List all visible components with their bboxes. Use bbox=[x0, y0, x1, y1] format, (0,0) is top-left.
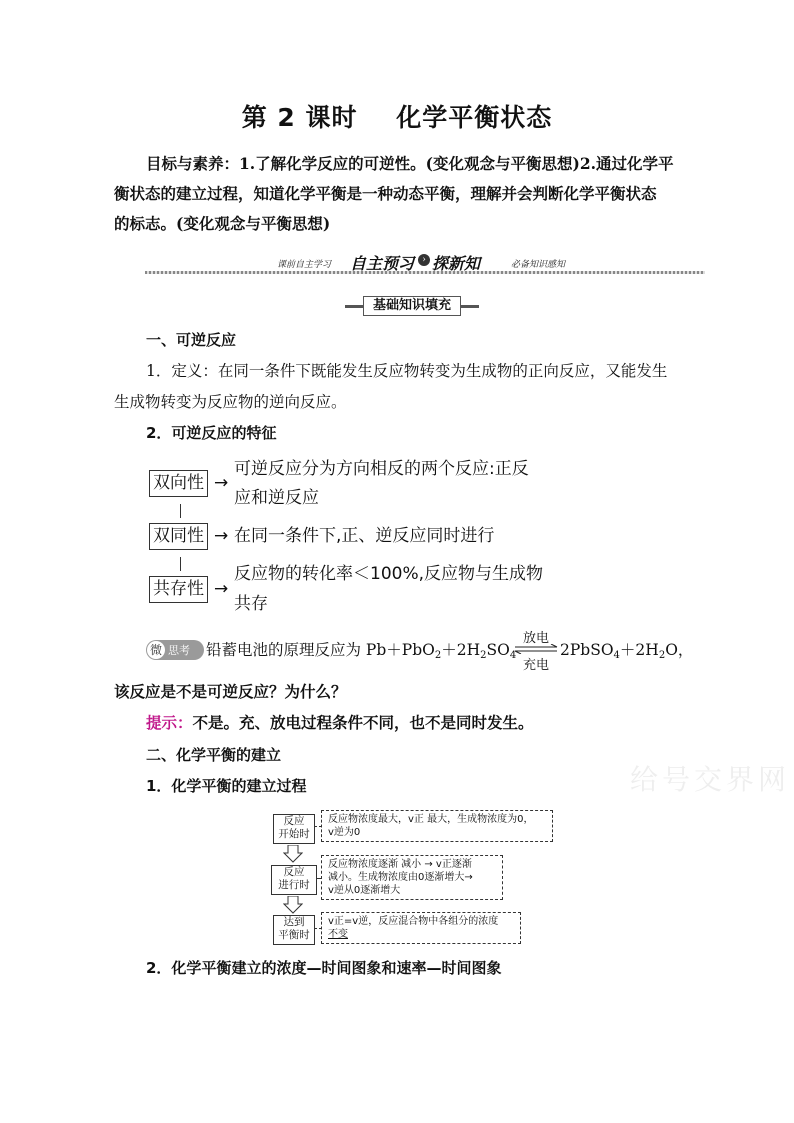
equation-part-3: SO bbox=[486, 641, 510, 659]
arrow-over-label: 放电 bbox=[522, 631, 549, 646]
stage-start-line-1: 反应 bbox=[283, 815, 305, 827]
page-title: 第 2 课时 化学平衡状态 bbox=[241, 103, 553, 132]
product-part-2: ＋2H bbox=[619, 641, 659, 659]
think-badge-icon: 微 bbox=[147, 641, 165, 659]
feature-arrow-2: → bbox=[214, 526, 229, 546]
feature-box-3: 共存性 bbox=[149, 576, 208, 603]
tag-bar-right bbox=[459, 305, 479, 308]
banner-main-2: 探新知 bbox=[432, 254, 481, 273]
stage-progress-desc-1: 反应物浓度逐渐 减小 → v正逐渐 bbox=[328, 859, 472, 870]
stage-equilibrium-line-1: 达到 bbox=[283, 916, 305, 928]
feature-text-2: 在同一条件下,正、逆反应同时进行 bbox=[234, 526, 495, 546]
stage-box-equilibrium bbox=[273, 915, 315, 945]
stage-equilibrium-line-2: 平衡时 bbox=[278, 929, 310, 941]
objectives-line-3: 的标志。(变化观念与平衡思想) bbox=[114, 214, 331, 233]
banner-main-1: 自主预习 bbox=[350, 254, 415, 273]
features-heading: 2．可逆反应的特征 bbox=[146, 424, 277, 442]
hint-line bbox=[146, 712, 534, 734]
tag-bar-left bbox=[345, 305, 365, 308]
equation-sub-2: 2 bbox=[480, 650, 487, 661]
section-1-heading: 一、可逆反应 bbox=[146, 331, 237, 349]
stage-equilibrium-desc-1: v正=v逆，反应混合物中各组分的浓度 bbox=[328, 916, 499, 927]
equation-sub-1: 2 bbox=[434, 650, 442, 661]
watermark: 给号交界网 bbox=[630, 763, 791, 796]
think-badge bbox=[146, 640, 204, 660]
stage-desc-progress bbox=[321, 855, 503, 900]
stage-start-line-2: 开始时 bbox=[278, 828, 310, 840]
stage-progress-desc-3: v逆从0逐渐增大 bbox=[328, 885, 401, 896]
arrow-under-label: 充电 bbox=[522, 658, 549, 673]
stage-desc-start bbox=[321, 810, 553, 842]
hint-label: 提示： bbox=[146, 713, 193, 732]
section-banner bbox=[145, 251, 705, 277]
feature-text-1-line-1: 可逆反应分为方向相反的两个反应:正反 bbox=[234, 459, 529, 479]
equation-part-1: 铅蓄电池的原理反应为 Pb＋PbO bbox=[206, 641, 435, 659]
feature-connector-1 bbox=[180, 504, 181, 518]
think-badge-label: 思考 bbox=[168, 644, 190, 657]
stage-box-start bbox=[273, 814, 315, 844]
equilibrium-arrow-icon bbox=[513, 644, 559, 654]
think-question: 该反应是不是可逆反应？为什么？ bbox=[114, 682, 347, 701]
stage-box-progress bbox=[271, 865, 317, 895]
stage-start-desc-1: 反应物浓度最大，v正 最大，生成物浓度为0， bbox=[328, 814, 534, 825]
feature-text-1-line-2: 应和逆反应 bbox=[234, 488, 319, 508]
banner-left-label: 课前自主学习 bbox=[277, 260, 332, 270]
banner-divider bbox=[145, 271, 705, 274]
feature-arrow-3: → bbox=[214, 579, 229, 599]
section-tag bbox=[345, 296, 479, 316]
hint-text: 不是。充、放电过程条件不同，也不是同时发生。 bbox=[192, 713, 534, 732]
feature-text-3-line-1: 反应物的转化率＜100%,反应物与生成物 bbox=[234, 564, 544, 584]
product-sub-1: 4 bbox=[613, 650, 620, 661]
section-2-sub-2: 2．化学平衡建立的浓度—时间图象和速率—时间图象 bbox=[146, 959, 502, 977]
objectives-line-1: 目标与素养：1.了解化学反应的可逆性。(变化观念与平衡思想)2.通过化学平 bbox=[146, 154, 674, 173]
section-tag-label: 基础知识填充 bbox=[363, 296, 461, 316]
feature-box-2: 双同性 bbox=[149, 523, 208, 550]
stage-progress-line-2: 进行时 bbox=[278, 879, 310, 891]
product-sub-2: 2 bbox=[658, 650, 666, 661]
stage-start-desc-2: v逆为0 bbox=[328, 827, 361, 838]
feature-box-1: 双向性 bbox=[149, 470, 208, 497]
stage-desc-equilibrium bbox=[321, 912, 521, 944]
banner-arrow-icon: › bbox=[418, 254, 430, 266]
feature-arrow-1: → bbox=[214, 473, 229, 493]
section-2-sub-1: 1．化学平衡的建立过程 bbox=[146, 777, 307, 795]
stage-progress-line-1: 反应 bbox=[283, 866, 305, 878]
feature-text-3-line-2: 共存 bbox=[234, 594, 268, 614]
product-part-1: 2PbSO bbox=[560, 641, 614, 659]
feature-connector-2 bbox=[180, 557, 181, 571]
stage-progress-desc-2: 减小。生成物浓度由0逐渐增大→ bbox=[328, 872, 473, 883]
definition-line-2: 生成物转变为反应物的逆向反应。 bbox=[114, 393, 347, 411]
equation-part-2: ＋2H bbox=[441, 641, 481, 659]
product-part-3: O， bbox=[665, 641, 694, 659]
stage-equilibrium-desc-2: 不变 bbox=[328, 929, 348, 940]
down-arrow-icon-2 bbox=[283, 896, 303, 914]
definition-line-1: 1．定义：在同一条件下既能发生反应物转变为生成物的正向反应，又能发生 bbox=[146, 362, 668, 380]
banner-right-label: 必备知识感知 bbox=[511, 260, 566, 270]
equation-line bbox=[206, 639, 516, 667]
reversible-arrow bbox=[513, 627, 559, 671]
down-arrow-icon-1 bbox=[283, 845, 303, 863]
equation-sub-3: 4 bbox=[509, 650, 517, 661]
objectives-line-2: 衡状态的建立过程，知道化学平衡是一种动态平衡，理解并会判断化学平衡状态 bbox=[114, 184, 657, 203]
section-2-heading: 二、化学平衡的建立 bbox=[146, 746, 282, 764]
equation-products bbox=[560, 639, 693, 667]
